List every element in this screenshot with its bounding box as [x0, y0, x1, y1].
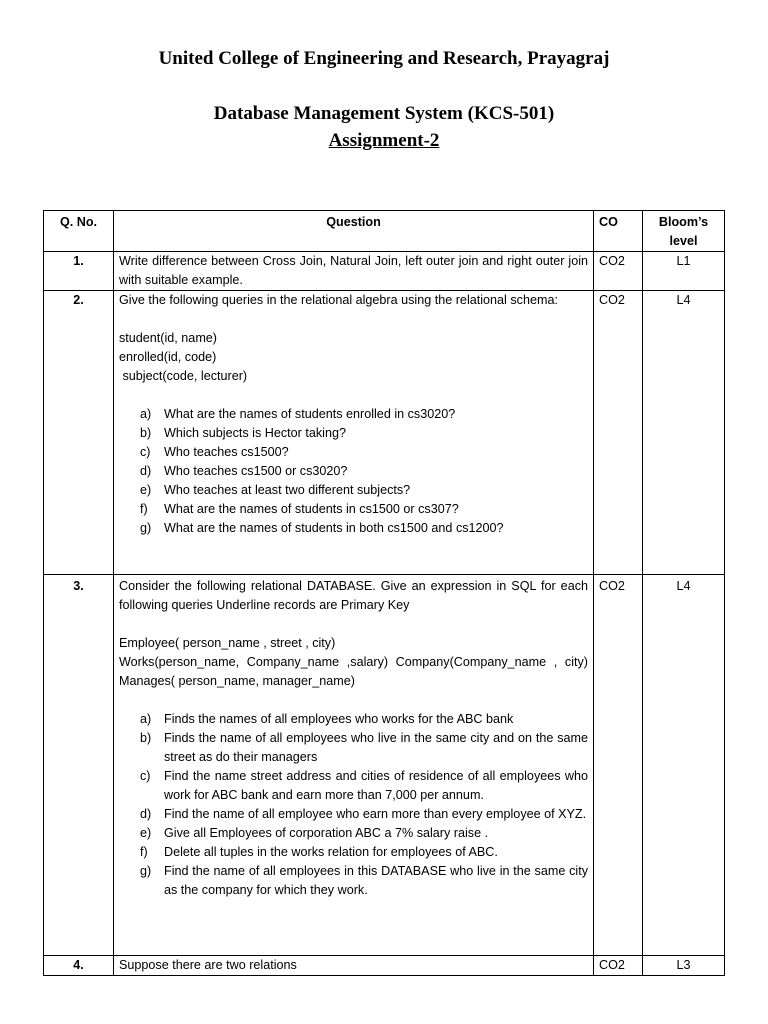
co-value: CO2 [594, 575, 643, 956]
list-item [119, 805, 588, 824]
list-item [119, 424, 588, 443]
item-marker: g) [140, 521, 152, 535]
item-text: Delete all tuples in the works relation for employees of ABC. [164, 845, 498, 859]
schema-line: Works(person_name, Company_name ,salary) Company(Company_name , city) Manages( person_name, manager_name) [119, 655, 588, 688]
schema-line: subject(code, lecturer) [119, 369, 248, 383]
item-text: What are the names of students in both cs1500 and cs1200? [164, 521, 504, 535]
table-row [44, 291, 725, 575]
item-marker: e) [140, 483, 152, 497]
bloom-value: L4 [643, 575, 725, 956]
list-item [119, 405, 588, 424]
question-cell [114, 575, 594, 956]
bloom-value: L1 [643, 252, 725, 291]
item-marker: b) [140, 426, 152, 440]
co-value: CO2 [594, 252, 643, 291]
question-text: Write difference between Cross Join, Natural Join, left outer join and right outer join with suitable example. [114, 252, 594, 291]
co-value: CO2 [594, 291, 643, 575]
table-row [44, 956, 725, 976]
item-marker: a) [140, 712, 152, 726]
item-text: Who teaches cs1500? [164, 445, 289, 459]
schema-line: student(id, name) [119, 331, 218, 345]
header-co: CO [594, 211, 643, 252]
list-item [119, 729, 588, 767]
list-item [119, 519, 588, 538]
subquestion-list [119, 710, 588, 900]
item-marker: f) [140, 502, 148, 516]
item-text: What are the names of students enrolled in cs3020? [164, 407, 456, 421]
question-intro: Give the following queries in the relational algebra using the relational schema: [119, 293, 558, 307]
item-marker: d) [140, 464, 152, 478]
bloom-value: L3 [643, 956, 725, 976]
list-item [119, 481, 588, 500]
item-text: Find the name of all employees in this DATABASE who live in the same city as the company for which they work. [164, 864, 588, 897]
question-intro: Consider the following relational DATABASE. Give an expression in SQL for each following queries Underline records are Primary Key [119, 579, 588, 612]
item-text: Find the name street address and cities of residence of all employees who work for ABC bank and earn more than 7,000 per annum. [164, 769, 588, 802]
list-item [119, 462, 588, 481]
co-value: CO2 [594, 956, 643, 976]
item-text: What are the names of students in cs1500 or cs307? [164, 502, 459, 516]
list-item [119, 443, 588, 462]
list-item [119, 824, 588, 843]
question-number: 4. [44, 956, 114, 976]
item-text: Who teaches cs1500 or cs3020? [164, 464, 348, 478]
item-marker: g) [140, 864, 152, 878]
table-row [44, 252, 725, 291]
item-text: Finds the names of all employees who works for the ABC bank [164, 712, 514, 726]
schema-line: enrolled(id, code) [119, 350, 217, 364]
item-text: Who teaches at least two different subjects? [164, 483, 411, 497]
table-row [44, 575, 725, 956]
question-number: 2. [44, 291, 114, 575]
item-text: Find the name of all employee who earn more than every employee of XYZ. [164, 807, 587, 821]
item-text: Which subjects is Hector taking? [164, 426, 346, 440]
question-number: 1. [44, 252, 114, 291]
item-text: Give all Employees of corporation ABC a 7% salary raise . [164, 826, 489, 840]
list-item [119, 500, 588, 519]
college-title: United College of Engineering and Research, Prayagraj [158, 48, 610, 69]
schema-line: Employee( person_name , street , city) [119, 636, 336, 650]
assignment-table [43, 210, 725, 976]
header-bloom: Bloom’s level [643, 211, 725, 252]
list-item [119, 710, 588, 729]
item-text: Finds the name of all employees who live in the same city and on the same street as do their managers [164, 731, 588, 764]
header-question: Question [114, 211, 594, 252]
item-marker: a) [140, 407, 152, 421]
table-header-row [44, 211, 725, 252]
question-number: 3. [44, 575, 114, 956]
item-marker: c) [140, 769, 151, 783]
course-title: Database Management System (KCS-501) [213, 103, 555, 124]
item-marker: d) [140, 807, 152, 821]
list-item [119, 862, 588, 900]
question-cell [114, 291, 594, 575]
item-marker: c) [140, 445, 151, 459]
item-marker: f) [140, 845, 148, 859]
list-item [119, 767, 588, 805]
assignment-title: Assignment-2 [328, 130, 440, 151]
list-item [119, 843, 588, 862]
subquestion-list [119, 405, 588, 538]
item-marker: e) [140, 826, 152, 840]
question-text: Suppose there are two relations [114, 956, 594, 976]
bloom-value: L4 [643, 291, 725, 575]
item-marker: b) [140, 731, 152, 745]
header-qno: Q. No. [44, 211, 114, 252]
